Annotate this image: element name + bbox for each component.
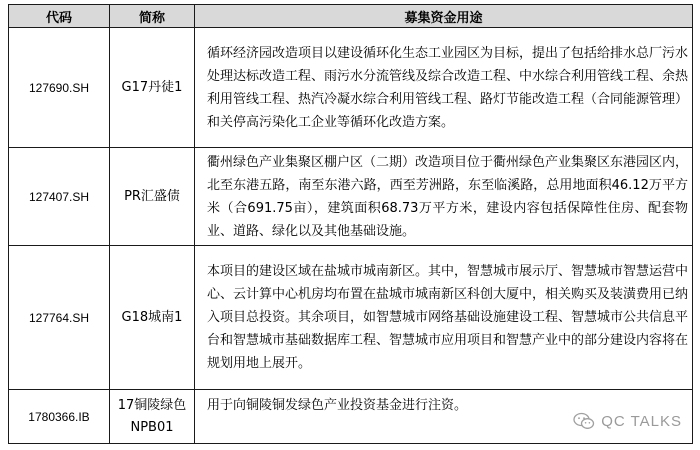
row-code: 127764.SH	[9, 246, 110, 390]
header-name: 简称	[110, 5, 195, 28]
row-use: 本项目的建设区域在盐城市城南新区。其中，智慧城市展示厅、智慧城市智慧运营中心、云计算中心机房均布置在盐城市城南新区科创大厦中，相关购买及装潢费用已纳入项目总投资。其余项目，如智慧城市网络基础设施建设工程、智慧城市公共信息平台和智慧城市基础数据库工程、智慧城市应用项目和智慧产业中的部分建设内容将在规划用地上展开。	[195, 246, 693, 390]
header-use: 募集资金用途	[195, 5, 693, 28]
row-use: 循环经济园改造项目以建设循环化生态工业园区为目标，提出了包括给排水总厂污水处理达标改造工程、雨污水分流管线及综合改造工程、中水综合利用管线工程、余热利用管线工程、热汽冷凝水综合利用管线工程、路灯节能改造工程（合同能源管理）和关停高污染化工企业等循环化改造方案。	[195, 28, 693, 148]
watermark	[573, 412, 682, 430]
table-row	[9, 246, 693, 390]
table-row	[9, 148, 693, 246]
row-code: 1780366.IB	[9, 390, 110, 444]
table-row	[9, 28, 693, 148]
row-name: G17丹徒1	[110, 28, 195, 148]
row-code: 127407.SH	[9, 148, 110, 246]
row-name: PR汇盛债	[110, 148, 195, 246]
row-use: 用于向铜陵铜发绿色产业投资基金进行注资。	[195, 390, 693, 444]
table-header-row	[9, 5, 693, 28]
row-name: G18城南1	[110, 246, 195, 390]
bond-fund-use-table	[8, 4, 693, 444]
watermark-text: QC TALKS	[601, 412, 682, 430]
row-code: 127690.SH	[9, 28, 110, 148]
header-code: 代码	[9, 5, 110, 28]
wechat-icon	[573, 412, 595, 430]
row-use: 衢州绿色产业集聚区棚户区（二期）改造项目位于衢州绿色产业集聚区东港园区内，北至东港五路，南至东港六路，西至芳洲路，东至临溪路，总用地面积46.12万平方米（合691.75亩），建筑面积68.73万平方米，建设内容包括保障性住房、配套物业、道路、绿化以及其他基础设施。	[195, 148, 693, 246]
row-name: 17铜陵绿色NPB01	[110, 390, 195, 444]
